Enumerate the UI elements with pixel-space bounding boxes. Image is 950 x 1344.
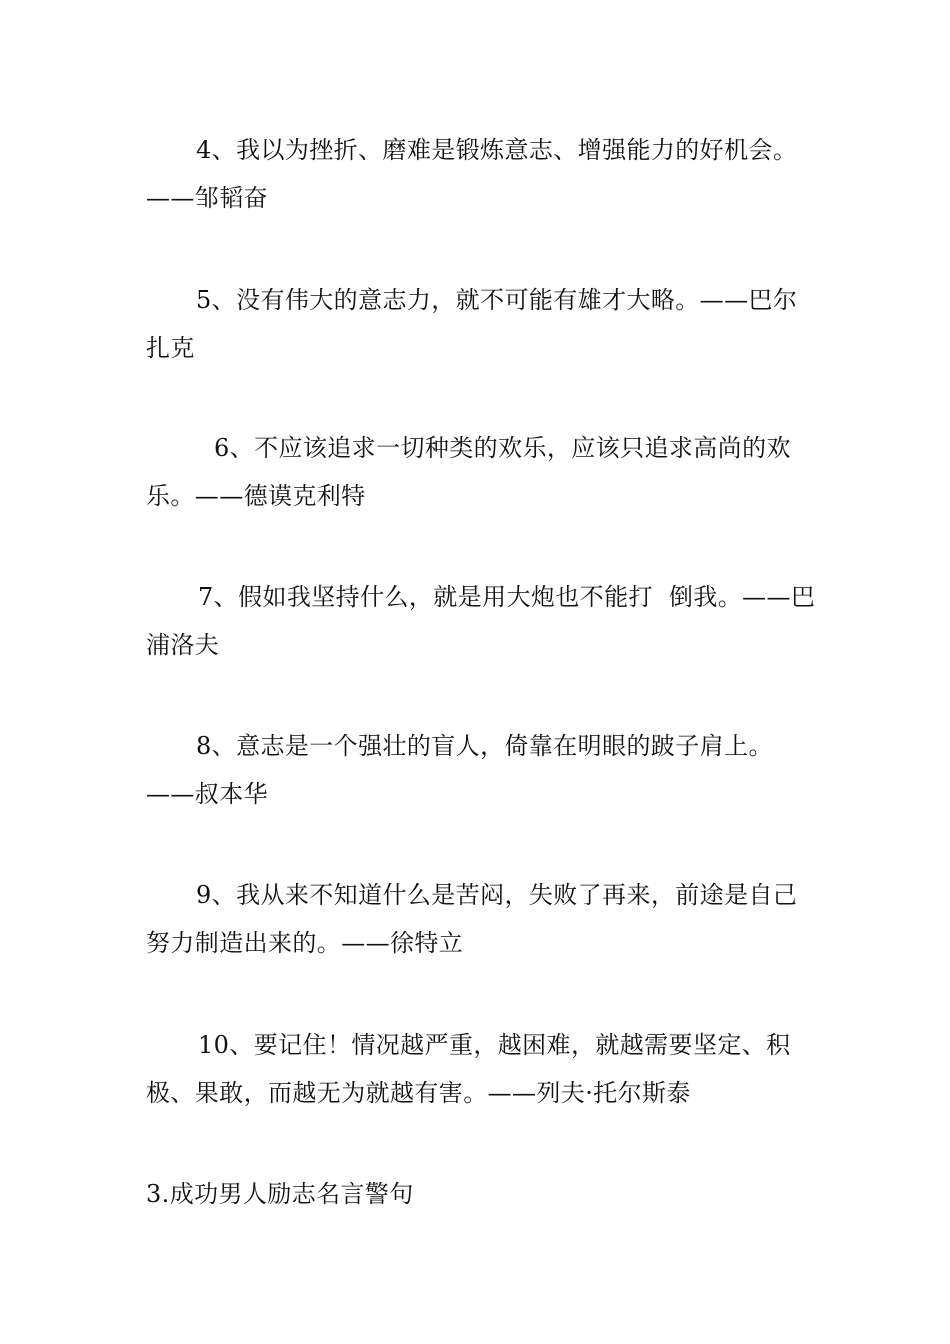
section-heading: 3.成功男人励志名言警句 <box>146 1180 414 1208</box>
quote-7: 7、假如我坚持什么，就是用大炮也不能打 倒我。——巴浦洛夫 <box>146 583 816 659</box>
quote-8: 8、意志是一个强壮的盲人，倚靠在明眼的跛子肩上。——叔本华 <box>146 732 773 808</box>
quote-4: 4、我以为挫折、磨难是锻炼意志、增强能力的好机会。——邹韬奋 <box>146 136 798 212</box>
quote-9: 9、我从来不知道什么是苦闷，失败了再来，前途是自己努力制造出来的。——徐特立 <box>146 881 798 957</box>
quote-5: 5、没有伟大的意志力，就不可能有雄才大略。——巴尔扎克 <box>146 286 798 362</box>
quote-10: 10、要记住！情况越严重，越困难，就越需要坚定、积极、果敢，而越无为就越有害。——列夫·托尔斯泰 <box>146 1031 791 1107</box>
quote-6: 6、不应该追求一切种类的欢乐，应该只追求高尚的欢乐。——德谟克利特 <box>146 434 791 510</box>
